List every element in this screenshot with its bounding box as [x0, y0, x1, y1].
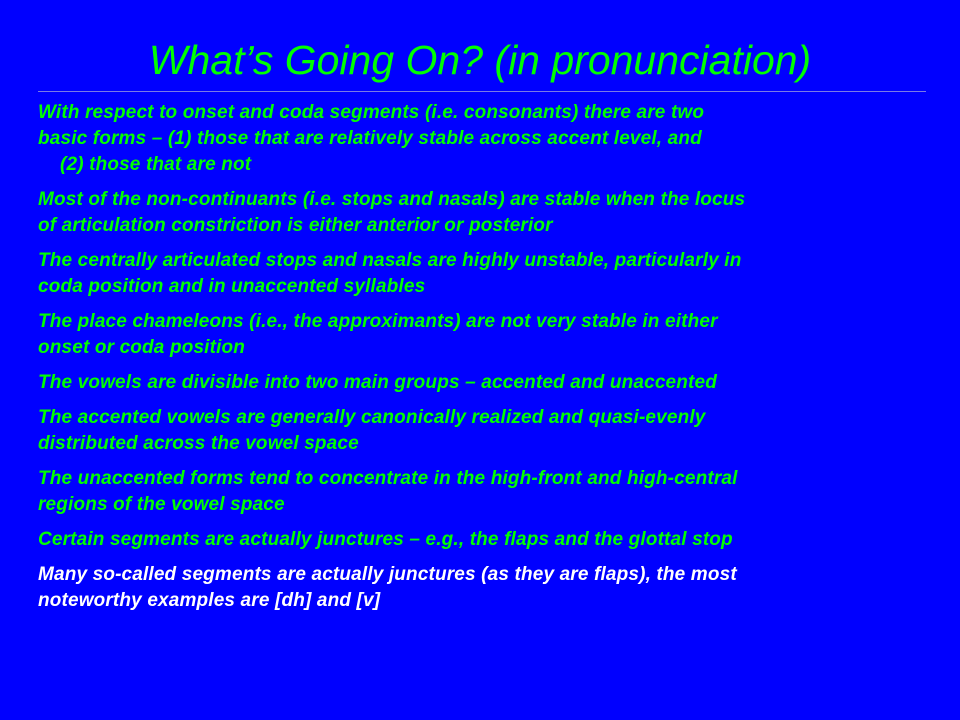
bullet-line: The centrally articulated stops and nasals are highly unstable, particularly in — [38, 250, 742, 271]
bullet-item — [38, 466, 933, 518]
bullet-item — [38, 370, 933, 396]
bullet-item-highlighted — [38, 562, 933, 614]
slide-title: What’s Going On? (in pronunciation) — [148, 37, 812, 83]
bullet-item — [38, 187, 933, 239]
bullet-line: of articulation constriction is either anterior or posterior — [38, 215, 553, 236]
bullet-line: Certain segments are actually junctures – e.g., the flaps and the glottal stop — [38, 529, 733, 550]
bullet-line: regions of the vowel space — [38, 494, 285, 515]
bullet-item — [38, 527, 933, 553]
bullet-line: (2) those that are not — [60, 154, 252, 175]
bullet-list — [38, 100, 933, 623]
bullet-line: The vowels are divisible into two main groups – accented and unaccented — [38, 372, 717, 393]
bullet-line: Most of the non-continuants (i.e. stops and nasals) are stable when the locus — [38, 189, 746, 210]
bullet-line: coda position and in unaccented syllables — [38, 276, 426, 297]
bullet-line: basic forms – (1) those that are relatively stable across accent level, and — [38, 128, 702, 149]
bullet-line: With respect to onset and coda segments (i.e. consonants) there are two — [38, 102, 705, 123]
bullet-line: noteworthy examples are [dh] and [v] — [38, 590, 381, 611]
bullet-item — [38, 100, 933, 178]
bullet-line: distributed across the vowel space — [38, 433, 359, 454]
bullet-line: onset or coda position — [38, 337, 246, 358]
bullet-line: The place chameleons (i.e., the approximants) are not very stable in either — [38, 311, 718, 332]
bullet-line: The accented vowels are generally canonically realized and quasi-evenly — [38, 407, 706, 428]
bullet-line: Many so-called segments are actually junctures (as they are flaps), the most — [38, 564, 737, 585]
bullet-item — [38, 309, 933, 361]
title-divider — [38, 91, 926, 92]
bullet-line: The unaccented forms tend to concentrate in the high-front and high-central — [38, 468, 738, 489]
bullet-item — [38, 405, 933, 457]
bullet-item — [38, 248, 933, 300]
